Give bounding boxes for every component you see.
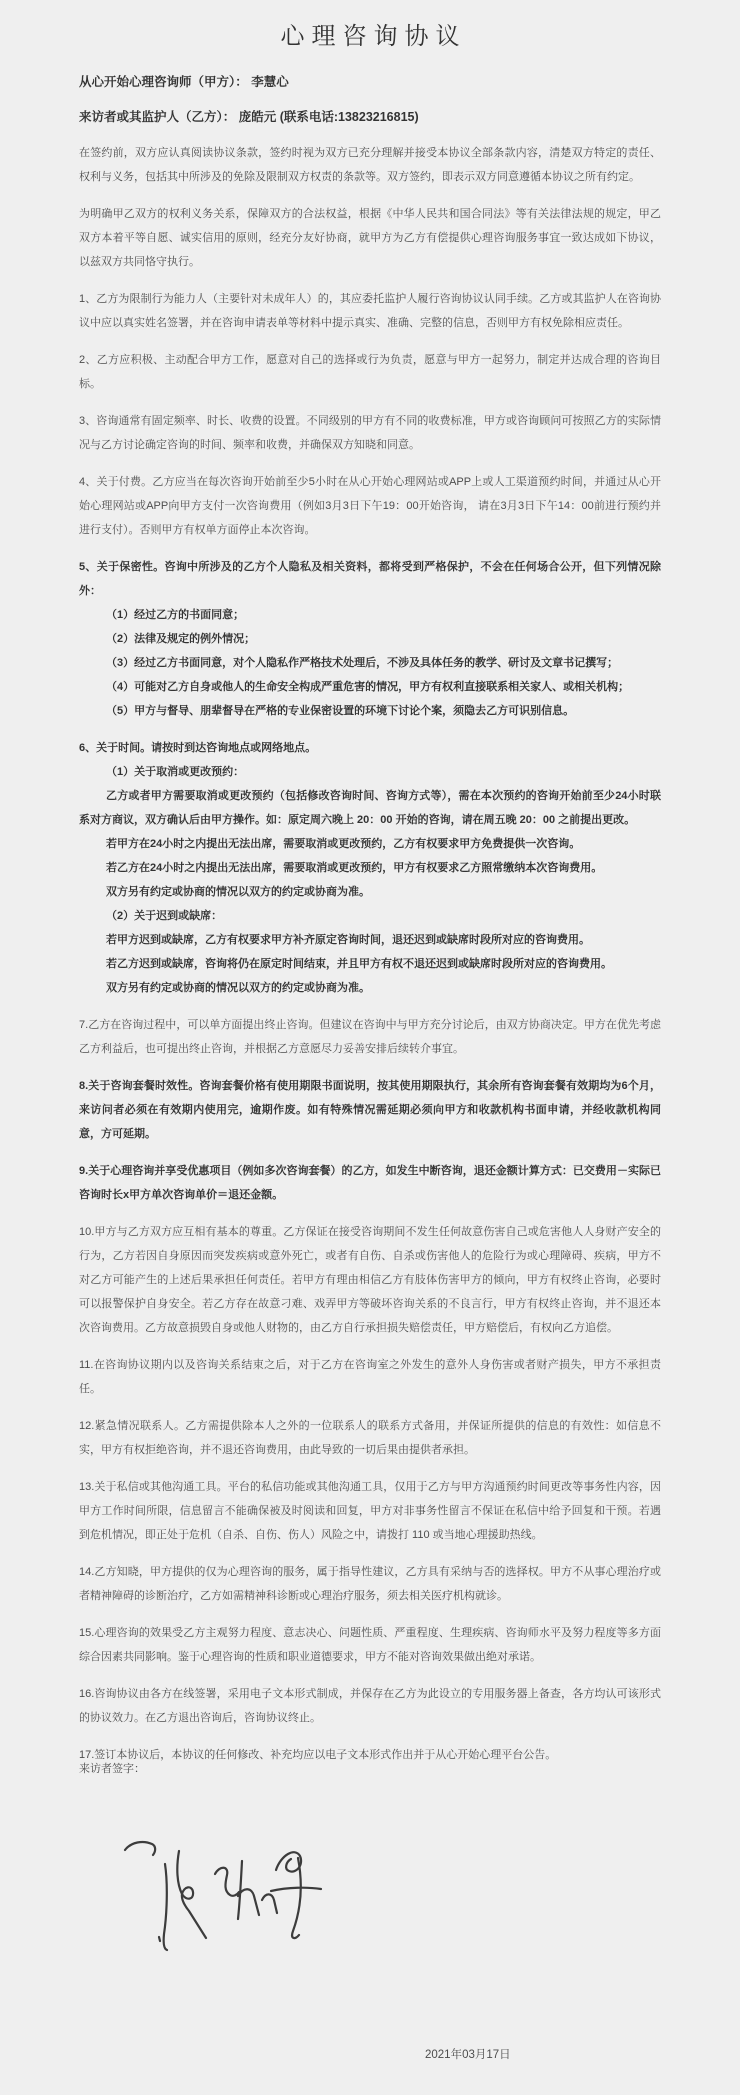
clause-paragraph: 7.乙方在咨询过程中，可以单方面提出终止咨询。但建议在咨询中与甲方充分讨论后，由双方协商决定。甲方在优先考虑乙方利益后，也可提出终止咨询，并根据乙方意愿尽力妥善安排后续转介事宜。 xyxy=(79,1019,661,1055)
clause-paragraph: 1、乙方为限制行为能力人（主要针对未成年人）的，其应委托监护人履行咨询协议认同手续。乙方或其监护人在咨询协议中应以真实姓名签署，并在咨询申请表单等材料中提示真实、准确、完整的信息，否则甲方有权免除相应责任。 xyxy=(79,293,661,329)
handwritten-signature-icon xyxy=(112,1838,334,1960)
clause-paragraph: 13.关于私信或其他沟通工具。平台的私信功能或其他沟通工具，仅用于乙方与甲方沟通预约时间更改等事务性内容，因甲方工作时间所限，信息留言不能确保被及时阅读和回复，甲方对非事务性留言不保证在私信中给予回复和干预。若遇到危机情况，即正处于危机（自杀、自伤、伤人）风险之中，请拨打 110 或当地心理援助热线。 xyxy=(79,1481,661,1541)
clause-line: （2）法律及规定的例外情况； xyxy=(106,633,256,645)
clause-line: （1）关于取消或更改预约： xyxy=(106,766,245,778)
signature-area xyxy=(112,1838,334,1960)
clause-line: 若甲方在24小时之内提出无法出席，需要取消或更改预约，乙方有权要求甲方免费提供一次咨询。 xyxy=(106,838,581,850)
page-title: 心理咨询协议 xyxy=(280,23,467,50)
clause-line: （1）经过乙方的书面同意； xyxy=(106,609,245,621)
clause-line: （4）可能对乙方自身或他人的生命安全构成严重危害的情况，甲方有权利直接联系相关家人、或相关机构； xyxy=(106,681,630,693)
clause-line: 双方另有约定或协商的情况以双方的约定或协商为准。 xyxy=(106,982,370,994)
clause-line: 6、关于时间。请按时到达咨询地点或网络地点。 xyxy=(79,742,317,754)
clause-line: （5）甲方与督导、朋辈督导在严格的专业保密设置的环境下讨论个案，须隐去乙方可识别信息。 xyxy=(106,705,575,717)
clause-line: 若甲方迟到或缺席，乙方有权要求甲方补齐原定咨询时间，退还迟到或缺席时段所对应的咨询费用。 xyxy=(106,934,590,946)
clause-line: 若乙方在24小时之内提出无法出席，需要取消或更改预约，甲方有权要求乙方照常缴纳本次咨询费用。 xyxy=(106,862,603,874)
party-b-line: 来访者或其监护人（乙方）： 庞皓元 (联系电话:13823216815) xyxy=(79,110,419,124)
clause-line: （3）经过乙方书面同意，对个人隐私作严格技术处理后，不涉及具体任务的教学、研讨及文章书记撰写； xyxy=(106,657,619,669)
clause-paragraph: 12.紧急情况联系人。乙方需提供除本人之外的一位联系人的联系方式备用，并保证所提供的信息的有效性：如信息不实，甲方有权拒绝咨询，并不退还咨询费用，由此导致的一切后果由提供者承担。 xyxy=(79,1420,661,1456)
signature-date: 2021年03月17日 xyxy=(425,2049,511,2061)
clauses-container xyxy=(79,141,661,1767)
clause-line: 双方另有约定或协商的情况以双方的约定或协商为准。 xyxy=(106,886,370,898)
clause-paragraph: 3、咨询通常有固定频率、时长、收费的设置。不同级别的甲方有不同的收费标准，甲方或咨询顾问可按照乙方的实际情况与乙方讨论确定咨询的时间、频率和收费，并确保双方知晓和同意。 xyxy=(79,415,661,451)
clause-line: （2）关于迟到或缺席： xyxy=(106,910,223,922)
clause-paragraph: 4、关于付费。乙方应当在每次咨询开始前至少5小时在从心开始心理网站或APP上或人工渠道预约时间，并通过从心开始心理网站或APP向甲方支付一次咨询费用（例如3月3日下午19：00开始咨询， 请在3月3日下午14：00前进行预约并进行支付）。否则甲方有权单方面停止本次咨询。 xyxy=(79,476,661,536)
clause-line: 若乙方迟到或缺席，咨询将仍在原定时间结束，并且甲方有权不退还迟到或缺席时段所对应的咨询费用。 xyxy=(106,958,612,970)
party-a-line: 从心开始心理咨询师（甲方）： 李慧心 xyxy=(79,75,289,89)
clause-paragraph: 14.乙方知晓，甲方提供的仅为心理咨询的服务，属于指导性建议，乙方具有采纳与否的选择权。甲方不从事心理治疗或者精神障碍的诊断治疗，乙方如需精神科诊断或心理治疗服务，须去相关医疗机构就诊。 xyxy=(79,1566,661,1602)
clause-block xyxy=(79,555,661,723)
clause-paragraph: 9.关于心理咨询并享受优惠项目（例如多次咨询套餐）的乙方，如发生中断咨询，退还金额计算方式：已交费用－实际已咨询时长x甲方单次咨询单价＝退还金额。 xyxy=(79,1165,661,1201)
clause-paragraph: 8.关于咨询套餐时效性。咨询套餐价格有使用期限书面说明，按其使用期限执行，其余所有咨询套餐有效期均为6个月，来访问者必须在有效期内使用完，逾期作废。如有特殊情况需延期必须向甲方和收款机构书面申请，并经收款机构同意，方可延期。 xyxy=(79,1080,661,1140)
clause-paragraph: 10.甲方与乙方双方应互相有基本的尊重。乙方保证在接受咨询期间不发生任何故意伤害自己或危害他人人身财产安全的行为，乙方若因自身原因而突发疾病或意外死亡，或者有自伤、自杀或伤害他人的危险行为或心理障碍、疾病，甲方不对乙方可能产生的上述后果承担任何责任。若甲方有理由相信乙方有肢体伤害甲方的倾向，甲方有权终止咨询，必要时可以报警保护自身安全。若乙方存在故意刁难、戏弄甲方等破坏咨询关系的不良言行，甲方有权终止咨询，并不退还本次咨询费用。乙方故意损毁自身或他人财物的，由乙方自行承担损失赔偿责任，甲方赔偿后，有权向乙方追偿。 xyxy=(79,1226,661,1334)
clause-paragraph: 为明确甲乙双方的权利义务关系，保障双方的合法权益，根据《中华人民共和国合同法》等有关法律法规的规定，甲乙双方本着平等自愿、诚实信用的原则，经充分友好协商，就甲方为乙方有偿提供心理咨询服务事宜一致达成如下协议，以兹双方共同恪守执行。 xyxy=(79,208,661,268)
clause-line: 5、关于保密性。咨询中所涉及的乙方个人隐私及相关资料，都将受到严格保护，不会在任何场合公开，但下列情况除外： xyxy=(79,561,661,597)
clause-paragraph: 11.在咨询协议期内以及咨询关系结束之后，对于乙方在咨询室之外发生的意外人身伤害或者财产损失，甲方不承担责任。 xyxy=(79,1359,661,1395)
clause-paragraph: 16.咨询协议由各方在线签署，采用电子文本形式制成，并保存在乙方为此设立的专用服务器上备查，各方均认可该形式的协议效力。在乙方退出咨询后，咨询协议终止。 xyxy=(79,1688,661,1724)
clause-paragraph: 在签约前，双方应认真阅读协议条款，签约时视为双方已充分理解并接受本协议全部条款内容，清楚双方特定的责任、权利与义务，包括其中所涉及的免除及限制双方权责的条款等。双方签约，即表示双方同意遵循本协议之所有约定。 xyxy=(79,147,661,183)
signature-label: 来访者签字： xyxy=(79,1763,145,1775)
clause-paragraph: 15.心理咨询的效果受乙方主观努力程度、意志决心、问题性质、严重程度、生理疾病、咨询师水平及努力程度等多方面综合因素共同影响。鉴于心理咨询的性质和职业道德要求，甲方不能对咨询效果做出绝对承诺。 xyxy=(79,1627,661,1663)
clause-line: 乙方或者甲方需要取消或更改预约（包括修改咨询时间、咨询方式等），需在本次预约的咨询开始前至少24小时联系对方商议，双方确认后由甲方操作。如：原定周六晚上 20：00 开始的咨询，请在周五晚 20：00 之前提出更改。 xyxy=(79,790,661,826)
clause-paragraph: 17.签订本协议后，本协议的任何修改、补充均应以电子文本形式作出并于从心开始心理平台公告。 xyxy=(79,1749,557,1761)
clause-paragraph: 2、乙方应积极、主动配合甲方工作，愿意对自己的选择或行为负责，愿意与甲方一起努力，制定并达成合理的咨询目标。 xyxy=(79,354,661,390)
clause-block xyxy=(79,736,661,1000)
